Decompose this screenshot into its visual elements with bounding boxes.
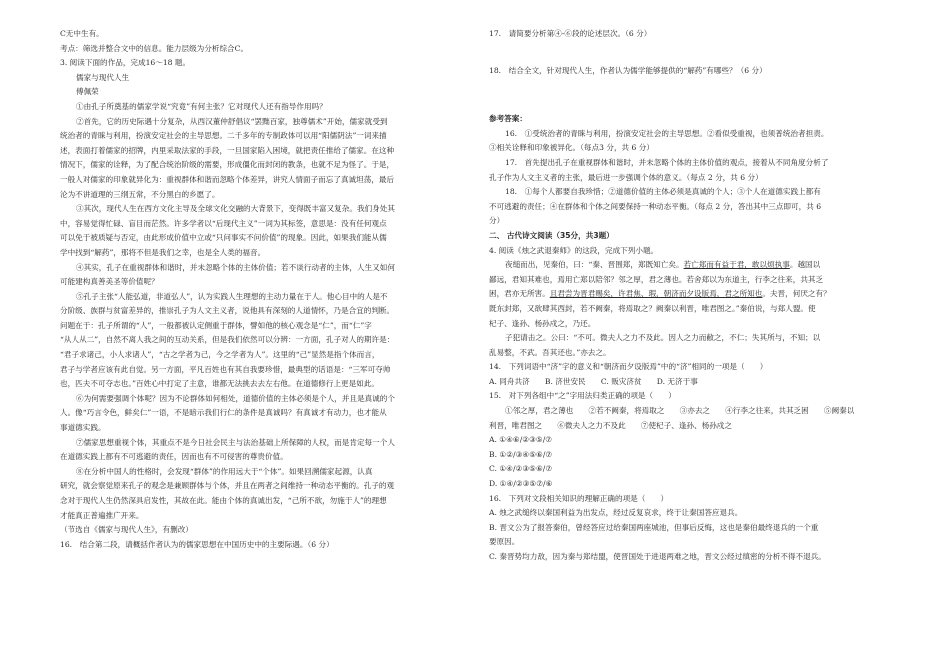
answer-line: 分） xyxy=(489,216,505,226)
passage-line xyxy=(489,258,891,273)
classical-passage xyxy=(489,258,891,331)
passage-text: 夜缒而出，见秦伯，曰：“秦、晋围郑，郑既知亡矣。 xyxy=(505,260,684,270)
paragraph-line: ①由孔子所奠基的儒家学说“究竟”有何主张？它对现代人还有指导作用吗？ xyxy=(76,101,327,111)
answer-heading: 参考答案： xyxy=(489,114,527,124)
passage-text: 鄙远，君知其难也，焉用亡郑以陪邻？邻之厚，君之薄也。若舍郑以为东道主，行李之往来，共其乏 xyxy=(489,274,824,284)
question-15-options xyxy=(489,433,891,491)
section-2-heading: 二、 古代诗文阅读（35分，共3题） xyxy=(489,230,614,240)
question-16-classical: 16. 下列对文段相关知识的理解正确的项是（ ） xyxy=(489,493,669,503)
passage-text: 杞子、逢孙、杨孙戍之，乃还。 xyxy=(489,318,596,328)
underlined-sentence: 若亡郑而有益于君，敢以烦执事 xyxy=(683,260,790,270)
answer-line: 孔子作为人文主义者的主张，最后进一步强调个体的意义。（每点 2 分，共 6 分） xyxy=(489,172,763,182)
paragraph-line: 统治者的青睐与利用，扮演安定社会的主导思想。二千多年的专制政体可以用“阳儒阴法”一词来描 xyxy=(60,131,387,141)
classical-passage-2 xyxy=(489,331,891,360)
paragraph-line: 事道德实践。 xyxy=(60,423,106,433)
paragraph-line: 可能建构真善美圣等价值呢？ xyxy=(60,277,159,287)
passage-text: 。越国以 xyxy=(789,260,821,270)
paragraph-line: 分阶级、族群与贫富差异的，推崇孔子为人文主义者，说他具有深刻的人道情怀，乃是合宜的判断。 xyxy=(60,306,395,316)
answer-line: 不可逃避的责任；④在群体和个体之间要保持一种动态平衡。（每点 2 分，答出其中三点即可，共 6 xyxy=(489,201,822,211)
paragraph-line: 研究，就会察觉原来孔子的观念是兼顾群体与个体，并且在两者之间维持一种动态平衡的。孔子的观 xyxy=(60,481,395,491)
question-15-items xyxy=(489,404,891,433)
paragraph-line: 问题在于：孔子所谓的“人”，一般都被认定侧重于群体，譬如他的核心观念是“仁”，而“仁”字 xyxy=(60,320,372,330)
passage-line: 子犯请击之。公曰：“不可。微夫人之力不及此。因人之力而敝之，不仁；失其所与，不知；以 xyxy=(505,333,821,343)
intro-line: 考点：筛选并整合文中的信息。能力层级为分析综合C。 xyxy=(60,43,249,53)
paragraph-line: 也，匹夫不可夺志也。”百姓心中打定了主意，谁都无法挑去去左右他。在道德修行上更是如此。 xyxy=(60,379,380,389)
passage-text: 既东封郑，又欲肆其西封，若不阙秦，将焉取之？阙秦以利晋，唯君图之。”秦伯说，与郑人盟。使 xyxy=(489,303,816,313)
paragraph-line: ⑤孔子主张“人能弘道，非道弘人”，认为实践人生理想的主动力量在于人。他心目中的人是不 xyxy=(76,291,388,301)
paragraph-line: ②首先，它的历史际遇十分复杂，从西汉董仲舒倡议“罢黜百家，独尊儒术”开始，儒家就受到 xyxy=(76,116,388,126)
article-author: 傅佩荣 xyxy=(76,87,99,97)
article-title: 儒家与现代人生 xyxy=(76,72,130,82)
passage-line xyxy=(489,317,891,332)
answer-option: C. 秦晋势均力敌，因为秦与郑结盟，使晋国处于进退两难之地，晋文公经过缜密的分析不得不退兵。 xyxy=(489,552,826,561)
article-source: （节选自《儒家与现代人生》，有删改） xyxy=(60,525,193,535)
paragraph-line: ③其次，现代人生在西方文化主导及全球文化交融的大背景下，变得既丰富又复杂。我们身处其 xyxy=(76,204,395,214)
right-column xyxy=(489,27,891,565)
passage-line xyxy=(489,302,891,317)
paragraph-line: “从人从二”，自然不离人我之间的互动关系，但是我们依然可以分辨：一方面，孔子对人的期许是： xyxy=(60,335,395,345)
left-column xyxy=(60,27,468,552)
paragraph-line: 情况下，儒家的诠释，为了配合统治阶级的需要，形成僵化而封闭的教条，也就不足为怪了。于是， xyxy=(60,160,395,170)
question-14: 14. 下列词语中“济”字的意义和“朝济而夕设版焉”中的“济”相同的一项是（ ） xyxy=(489,362,768,372)
question-17: 17. 请简要分析第④-⑥段的论述层次。（6 分） xyxy=(489,29,652,38)
option-item-line: 利晋，唯君图之 ⑥微夫人之力不及此 ⑦使杞子、逢孙、杨孙戍之 xyxy=(489,420,732,430)
answer-option: B. 晋文公为了报答秦伯，曾经答应过给秦国两座城池，但事后反悔，这也是秦伯最终退兵的一个重 xyxy=(489,522,819,532)
paragraph-line: 人。像“巧言令色，鲜矣仁”一语，不是暗示我们行仁的条件是真诚吗？有真诚才有动力，也才能从 xyxy=(60,408,387,418)
answer-option: 要原因。 xyxy=(489,537,520,547)
question-4-intro: 4. 阅读《烛之武退秦师》的这段，完成下列小题。 xyxy=(489,245,659,255)
option-item-line: ①邻之厚，君之薄也 ②若不阙秦，将焉取之 ③亦去之 ④行李之往来，共其乏困 ⑤阙秦以 xyxy=(505,406,855,416)
answer-option: D. ①④/②③⑤⑦/⑥ xyxy=(489,479,553,489)
paragraph-line: 君子与学者应该有此自觉。另一方面，平凡百姓也有其自我要珍惜，最典型的话语是：“三军可夺帅 xyxy=(60,364,391,374)
paragraph-line: 一般人对儒家的印象就异化为：重视群体和谐而忽略个体差异，讲究人情面子而忘了真诚坦荡，最后 xyxy=(60,174,395,184)
paragraph-line: 述，表面打着儒家的招牌，内里采取法家的手段，一旦国家陷入困境，就把责任推给了儒家。在这种 xyxy=(60,145,395,155)
paragraph-line: 中，容易觉得忙碌、盲目而茫然。许多学者以“后现代主义”一词为其标签，意思是：没有任何观点 xyxy=(60,218,387,228)
question-16: 16. 结合第二段，请概括作者认为的儒家思想在中国历史中的主要际遇。（6 分） xyxy=(60,539,334,549)
answer-option: A. 烛之武缒终以秦国利益为出发点，经过反复哀求，终于让秦国答应退兵。 xyxy=(489,508,743,518)
paragraph-line: 沦为不讲道理的三纲五常，不分黑白的乡愿了。 xyxy=(60,189,220,199)
question-14-options: A. 同舟共济 B. 济世安民 C. 贩灾济贫 D. 无济于事 xyxy=(489,376,698,386)
answer-option: C. ①④/②③⑤⑥/⑦ xyxy=(489,464,553,474)
intro-line: 3. 阅读下面的作品，完成16～18 题。 xyxy=(60,58,191,68)
paragraph-line: 学中找到“解药”，那将不但是我们之幸，也是全人类的福音。 xyxy=(60,247,266,257)
question-15: 15. 对下列各组中“之”字用法归类正确的项是（ ） xyxy=(489,391,676,401)
answer-line: ③相关诠释和印象被异化。（每点3 分，共 6 分） xyxy=(489,143,654,153)
passage-text: 。夫晋，何厌之有？ xyxy=(762,289,831,299)
answer-line: 17. 首先提出孔子在重视群体和谐时，并未忽略个体的主体价值的观点，接着从不同角度分析了 xyxy=(505,157,829,167)
paragraph-line: 在道德实践上都有不可逃避的责任，因而也有不可侵害的尊贵价值。 xyxy=(60,452,288,462)
paragraph-line: “君子求诸己，小人求诸人”，“古之学者为己，今之学者为人”。这里的“己”显然是指个体而言， xyxy=(60,350,380,360)
passage-text: 困，君亦无所害。 xyxy=(489,289,550,299)
answer-line: 18. ①每个人都要自我珍惜；②道德价值的主体必须是真诚的个人；③个人在道德实践上都有 xyxy=(505,187,821,197)
intro-line: C无中生有。 xyxy=(60,29,104,38)
article-body xyxy=(60,100,468,523)
passage-line xyxy=(489,273,891,288)
passage-line: 乱易整，不武。吾其还也。”亦去之。 xyxy=(489,347,611,357)
paragraph-line: 才能真正普遍推广开来。 xyxy=(60,510,144,520)
answer-option: B. ①②/③④⑤⑥/⑦ xyxy=(489,449,553,459)
paragraph-line: 念对于现代人生仍然深具启发性，其故在此。能由个体的真诚出发，“己所不欲，勿施于人”的理想 xyxy=(60,496,387,505)
paragraph-line: ⑦儒家思想重视个体，其重点不是今日社会民主与法治基础上所保障的人权，而是肯定每一个人 xyxy=(76,437,395,447)
intro-block xyxy=(60,27,468,71)
paragraph-line: ⑧在分析中国人的性格时，会发现“群体”的作用远大于“个体”。如果回溯儒家起源，认真 xyxy=(76,466,373,476)
paragraph-line: ④其实，孔子在重视群体和谐时，并未忽略个体的主体价值；若不谈行动者的主体，人生又如何 xyxy=(76,262,395,272)
question-18: 18. 结合全文，针对现代人生，作者认为儒学能够提供的“解药”有哪些？（6 分） xyxy=(489,65,767,75)
answer-list xyxy=(489,127,891,229)
question-16-options xyxy=(489,506,891,564)
answer-option: A. ①④⑥/②③⑤/⑦ xyxy=(489,435,553,445)
underlined-sentence: 且君尝为晋君赐矣，许君焦、瑕，朝济而夕设版焉，君之所知也 xyxy=(549,289,763,299)
paragraph-line: ⑥为何需要强调个体呢？因为不论群体如何相处，道德价值的主体必须是个人，并且是真诚的个 xyxy=(76,393,395,403)
answer-line: 16. ①受统治者的青睐与利用，扮演安定社会的主导思想。②看似受重视，也须普统治者担责。 xyxy=(505,128,829,138)
passage-line xyxy=(489,287,891,302)
paragraph-line: 可以免于被质疑与否定，由此形成价值中立或“只问事实不问价值”的现象。因此，如果我们能从儒 xyxy=(60,233,387,243)
